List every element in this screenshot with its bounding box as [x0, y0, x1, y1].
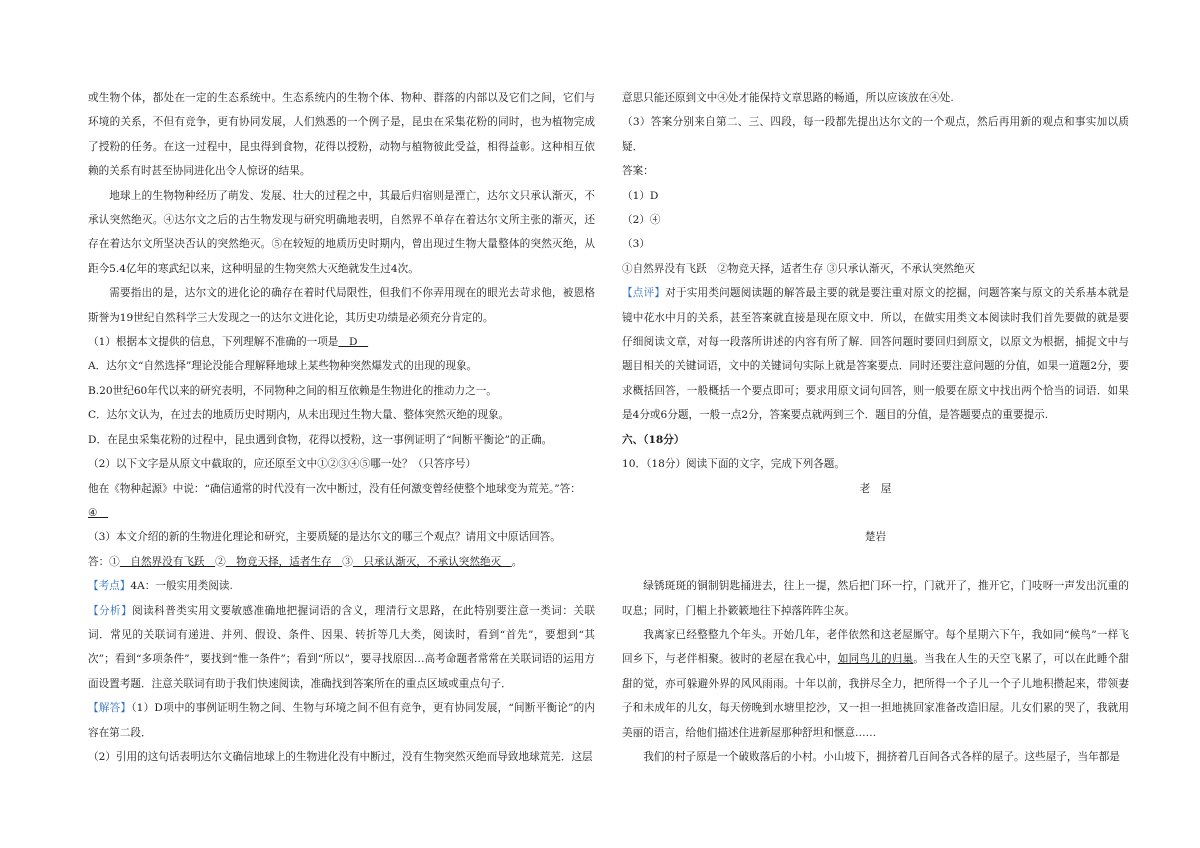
- passage-paragraph: 需要指出的是，达尔文的进化论的确存在着时代局限性，但我们不你弄用现在的眼光去苛求他，被恩格斯誉为19世纪自然科学三大发现之一的达尔文进化论，其历史功绩是必须充分肯定的。: [88, 287, 595, 324]
- passage-paragraph: 或生物个体，都处在一定的生态系统中。生态系统内的生物个体、物种、群落的内部以及它们之间，它们与环境的关系，不但有竞争，更有协同发展，人们熟悉的一个例子是，昆虫在采集花粉的同时，也为植物完成了授粉的任务。在这一过程中，昆虫得到食物，花得以授粉，动物与植物彼此受益，相得益彰。这种相互依赖的关系有时甚至协同进化出令人惊讶的结果。: [88, 92, 595, 178]
- answer-marker-2: ②: [215, 555, 226, 568]
- question-1-text: （1）根据本文提供的信息，下列理解不准确的一项是: [88, 336, 339, 349]
- dianping-block: [622, 281, 1129, 427]
- kaodian-block: [88, 574, 595, 598]
- question-3: （3）本文介绍的新的生物进化理论和研究，主要质疑的是达尔文的哪三个观点？请用文中原话回答。: [88, 531, 561, 544]
- fenxi-tag: 【分析】: [88, 604, 133, 617]
- article-title: 老 屋: [859, 482, 892, 495]
- spacer: [622, 501, 1129, 525]
- analysis-line: 意思只能还原到文中④处才能保持文章思路的畅通，所以应该放在④处.: [622, 92, 954, 104]
- question-2: （2）以下文字是从原文中截取的，应还原至文中①②③④⑤哪一处？（只答序号）: [88, 458, 477, 471]
- answer-prefix: 答：①: [88, 555, 120, 568]
- answer-marker-3: ③: [342, 555, 353, 568]
- spacer: [622, 550, 1129, 574]
- fenxi-text: 阅读科普类实用文要敏感准确地把握词语的含义，理清行文思路，在此特别要注意一类词：关联词．常见的关联词有递进、并列、假设、条件、因果、转折等几大类，阅读时，看到“首先”，要想到“其次”；看到“多项条件”，要找到“惟一条件”；看到“所以”，要寻找原因…高考命题者常常在关联词语的运用方面设置考题．注意关联词有助于我们快速阅读，准确找到答案所在的重点区域或重点句子．: [88, 604, 595, 690]
- underlined-phrase: 如同鸟儿的归巢: [837, 653, 914, 666]
- option-a: A．达尔文“自然选择”理论没能合理解释地球上某些物种突然爆发式的出现的现象。: [88, 360, 478, 373]
- paragraph-text: 。当我在人生的天空飞累了，可以在此睡个甜甜的觉，亦可躲避外界的风风雨雨。十年以前，我拼尽全力，把所得一个子儿一个子儿地积攒起来，带领妻子和未成年的儿女，每天傍晚到水塘里挖沙，又一担一担地挑回家准备改造旧屋。儿女们累的哭了，我就用美丽的语言，给他们描述住进新屋那种舒坦和惬意……: [622, 653, 1130, 739]
- answer-blank-3: 只承认渐灭，不承认突然绝灭: [352, 555, 512, 568]
- fenxi-block: [88, 599, 595, 697]
- question-2-answer-line: [88, 501, 595, 525]
- dianping-text: 对于实用类问题阅读题的解答最主要的就是要注重对原文的挖掘，问题答案与原文的关系基本就是镜中花水中月的关系，甚至答案就直接是现在原文中．所以，在做实用类文本阅读时我们首先要做的就是要仔细阅读文章，对每一段落所讲述的内容有所了解．回答问题时要回归到原文，以原文为根据，捕捉文中与题目相关的关键词语，文中的关键词句实际上就是答案要点．同时还要注意问题的分值，如果一道题2分，要求概括回答，一般概括一个要点即可；要求用原文词句回答，则一般要在原文中找出两个恰当的词语．如果是4分或6分题，一般一点2分，答案要点就两到三个．题目的分值，是答题要点的重要提示.: [622, 287, 1130, 422]
- left-column: [88, 86, 595, 769]
- paragraph-text: 我离家已经整整九个年头。开始几年，老伴依然和这老屋厮守。每个星期六下午，我如同“候鸟”一样飞回乡下，与老伴相聚。彼时的老屋在我心中，: [622, 628, 1129, 666]
- question-2-quote: 他在《物种起源》中说：“确信通常的时代没有一次中断过，没有任何激变曾经使整个地球变为荒芜。”答：: [88, 482, 581, 495]
- article-paragraph: [622, 623, 1129, 745]
- dianping-tag: 【点评】: [622, 287, 666, 300]
- answer-3: （3）: [622, 238, 650, 251]
- kaodian-text: 4A：一般实用类阅读.: [130, 580, 233, 593]
- answer-blank-2: 物竞天择，适者生存: [225, 555, 343, 568]
- section-heading: 六、（18分）: [622, 433, 685, 446]
- option-c: C．达尔文认为，在过去的地质历史时期内，从未出现过生物大量、整体突然灭绝的现象。: [88, 409, 510, 422]
- right-column: [622, 86, 1129, 769]
- article-author: 楚岩: [864, 531, 887, 544]
- jieda-tag: 【解答】: [88, 702, 132, 715]
- passage-paragraph: 地球上的生物物种经历了萌发、发展、壮大的过程之中，其最后归宿则是湮亡，达尔文只承认渐灭，不承认突然绝灭。④达尔文之后的古生物发现与研究明确地表明，自然界不单存在着达尔文所主张的渐灭，还存在着达尔文所坚决否认的突然绝灭。⑤在较短的地质历史时期内，曾出现过生物大量整体的突然灭绝，从距今5.4亿年的寒武纪以来，这种明显的生物突然大灭绝就发生过4次。: [88, 189, 595, 275]
- kaodian-tag: 【考点】: [88, 580, 131, 593]
- answer-3-detail: ①自然界没有飞跃 ②物竞天择，适者生存 ③只承认渐灭，不承认突然绝灭: [622, 262, 975, 275]
- option-d: D．在昆虫采集花粉的过程中，昆虫遇到食物，花得以授粉，这一事例证明了“间断平衡论”的正确。: [88, 433, 553, 446]
- jieda-text-2: （2）引用的这句话表明达尔文确信地球上的生物进化没有中断过，没有生物突然灭绝而导致地球荒芜．这层: [88, 750, 593, 763]
- question-2-answer: ④: [88, 506, 109, 519]
- question-3-answer-line: [88, 550, 595, 574]
- jieda-text-1: （1）D项中的事例证明生物之间、生物与环境之间不但有竞争，更有协同发展，“间断平衡论”的内容在第二段．: [88, 702, 595, 739]
- answer-end: 。: [511, 555, 523, 568]
- answer-label: 答案：: [622, 165, 654, 178]
- analysis-line: （3）答案分别来自第二、三、四段，每一段都先提出达尔文的一个观点，然后再用新的观点和事实加以质疑．: [622, 116, 1129, 153]
- option-b: B.20世纪60年代以来的研究表明，不同物种之间的相互依赖是生物进化的推动力之一。: [88, 384, 497, 397]
- article-paragraph: 绿锈斑斑的铜制钥匙捅进去，往上一提，然后把门环一拧，门就开了，推开它，门吱呀一声发出沉重的叹息；同时，门楣上扑簌簌地往下掉落阵阵尘灰。: [622, 580, 1129, 617]
- question-1-answer: D: [338, 336, 369, 349]
- answer-2: （2）④: [622, 214, 661, 227]
- question-1: [88, 330, 595, 354]
- article-paragraph: 我们的村子原是一个破败落后的小村。小山坡下，拥挤着几百间各式各样的屋子。这些屋子，当年都是: [643, 750, 1120, 763]
- question-10: 10．（18分）阅读下面的文字，完成下列各题。: [622, 458, 845, 471]
- jieda-block: [88, 696, 595, 745]
- answer-blank-1: 自然界没有飞跃: [119, 555, 216, 568]
- answer-1: （1）D: [622, 189, 659, 202]
